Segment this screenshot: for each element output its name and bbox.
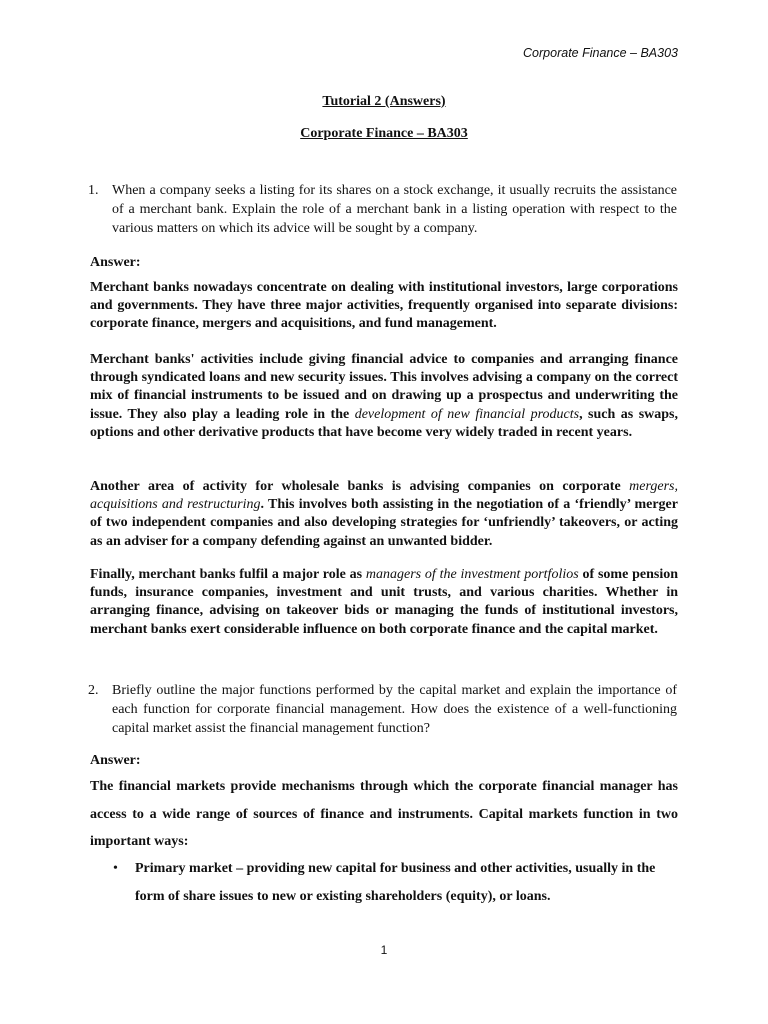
question-1-number: 1. <box>88 183 99 198</box>
bullet-text: Primary market – providing new capital for business and other activities, usually in the form of share issues to new or existing shareholders (equity), or loans. <box>135 861 656 904</box>
title-line-1: Tutorial 2 (Answers) <box>322 94 446 109</box>
paragraph-text: , such as swaps, options and other derivative products that have become very widely traded in recent years. <box>90 406 678 440</box>
title-line-2: Corporate Finance – BA303 <box>300 126 468 141</box>
answer-1-paragraph-3 <box>90 478 678 551</box>
paragraph-text: Another area of activity for wholesale banks is advising companies on corporate <box>90 479 630 494</box>
question-2 <box>88 681 677 738</box>
question-1-text: When a company seeks a listing for its shares on a stock exchange, it usually recruits the assistance of a merchant bank. Explain the role of a merchant bank in a listing operation with respect to the various matters on which its advice will be sought by a company. <box>112 183 677 236</box>
bullet-icon: • <box>113 861 118 876</box>
answer-2-paragraph-1: The financial markets provide mechanisms through which the corporate financial manager has access to a wide range of sources of finance and instruments. Capital markets function in two important ways: <box>90 779 678 849</box>
document-subtitle <box>0 125 768 143</box>
answer-1-paragraph-1: Merchant banks nowadays concentrate on dealing with institutional investors, large corporations and governments. They have three major activities, frequently organised into separate divisions: corporate finance, mergers and acquisitions, and fund management. <box>90 280 678 332</box>
page-number: 1 <box>380 943 388 957</box>
question-2-text: Briefly outline the major functions performed by the capital market and explain the importance of each function for corporate financial management. How does the existence of a well-functioning capital market assist the financial management function? <box>112 683 677 736</box>
bullet-item-primary-market <box>113 855 678 910</box>
emphasis-text: managers of the investment portfolios <box>365 567 579 582</box>
document-title <box>0 93 768 111</box>
paragraph-text: Finally, merchant banks fulfil a major role as <box>90 567 366 582</box>
question-1 <box>88 181 677 238</box>
answer-2-label: Answer: <box>90 753 141 768</box>
emphasis-text: mergers, acquisitions and restructuring <box>90 479 678 513</box>
paragraph-text: . This involves both assisting in the negotiation of a ‘friendly’ merger of two independent companies and also developing strategies for ‘unfriendly’ takeovers, or acting as an adviser for a company defending against an unwanted bidder. <box>90 497 678 549</box>
paragraph-text: of some pension funds, insurance companies, investment and unit trusts, and various charities. Whether in arranging finance, advising on takeover bids or managing the funds of institutional investors, merchant banks exert considerable influence on both corporate finance and the capital market. <box>90 567 678 637</box>
question-2-number: 2. <box>88 683 99 698</box>
answer-1-label: Answer: <box>90 255 141 270</box>
answer-1-paragraph-2 <box>90 351 678 442</box>
answer-1-paragraph-4 <box>90 566 678 639</box>
paragraph-text: Merchant banks' activities include giving financial advice to companies and arranging finance through syndicated loans and new security issues. This involves advising a company on the correct mix of financial instruments to be issued and on drawing up a prospectus and underwriting the issue. They also play a leading role in the <box>90 352 678 422</box>
running-header: Corporate Finance – BA303 <box>523 46 678 60</box>
emphasis-text: development of new financial products <box>354 406 580 422</box>
